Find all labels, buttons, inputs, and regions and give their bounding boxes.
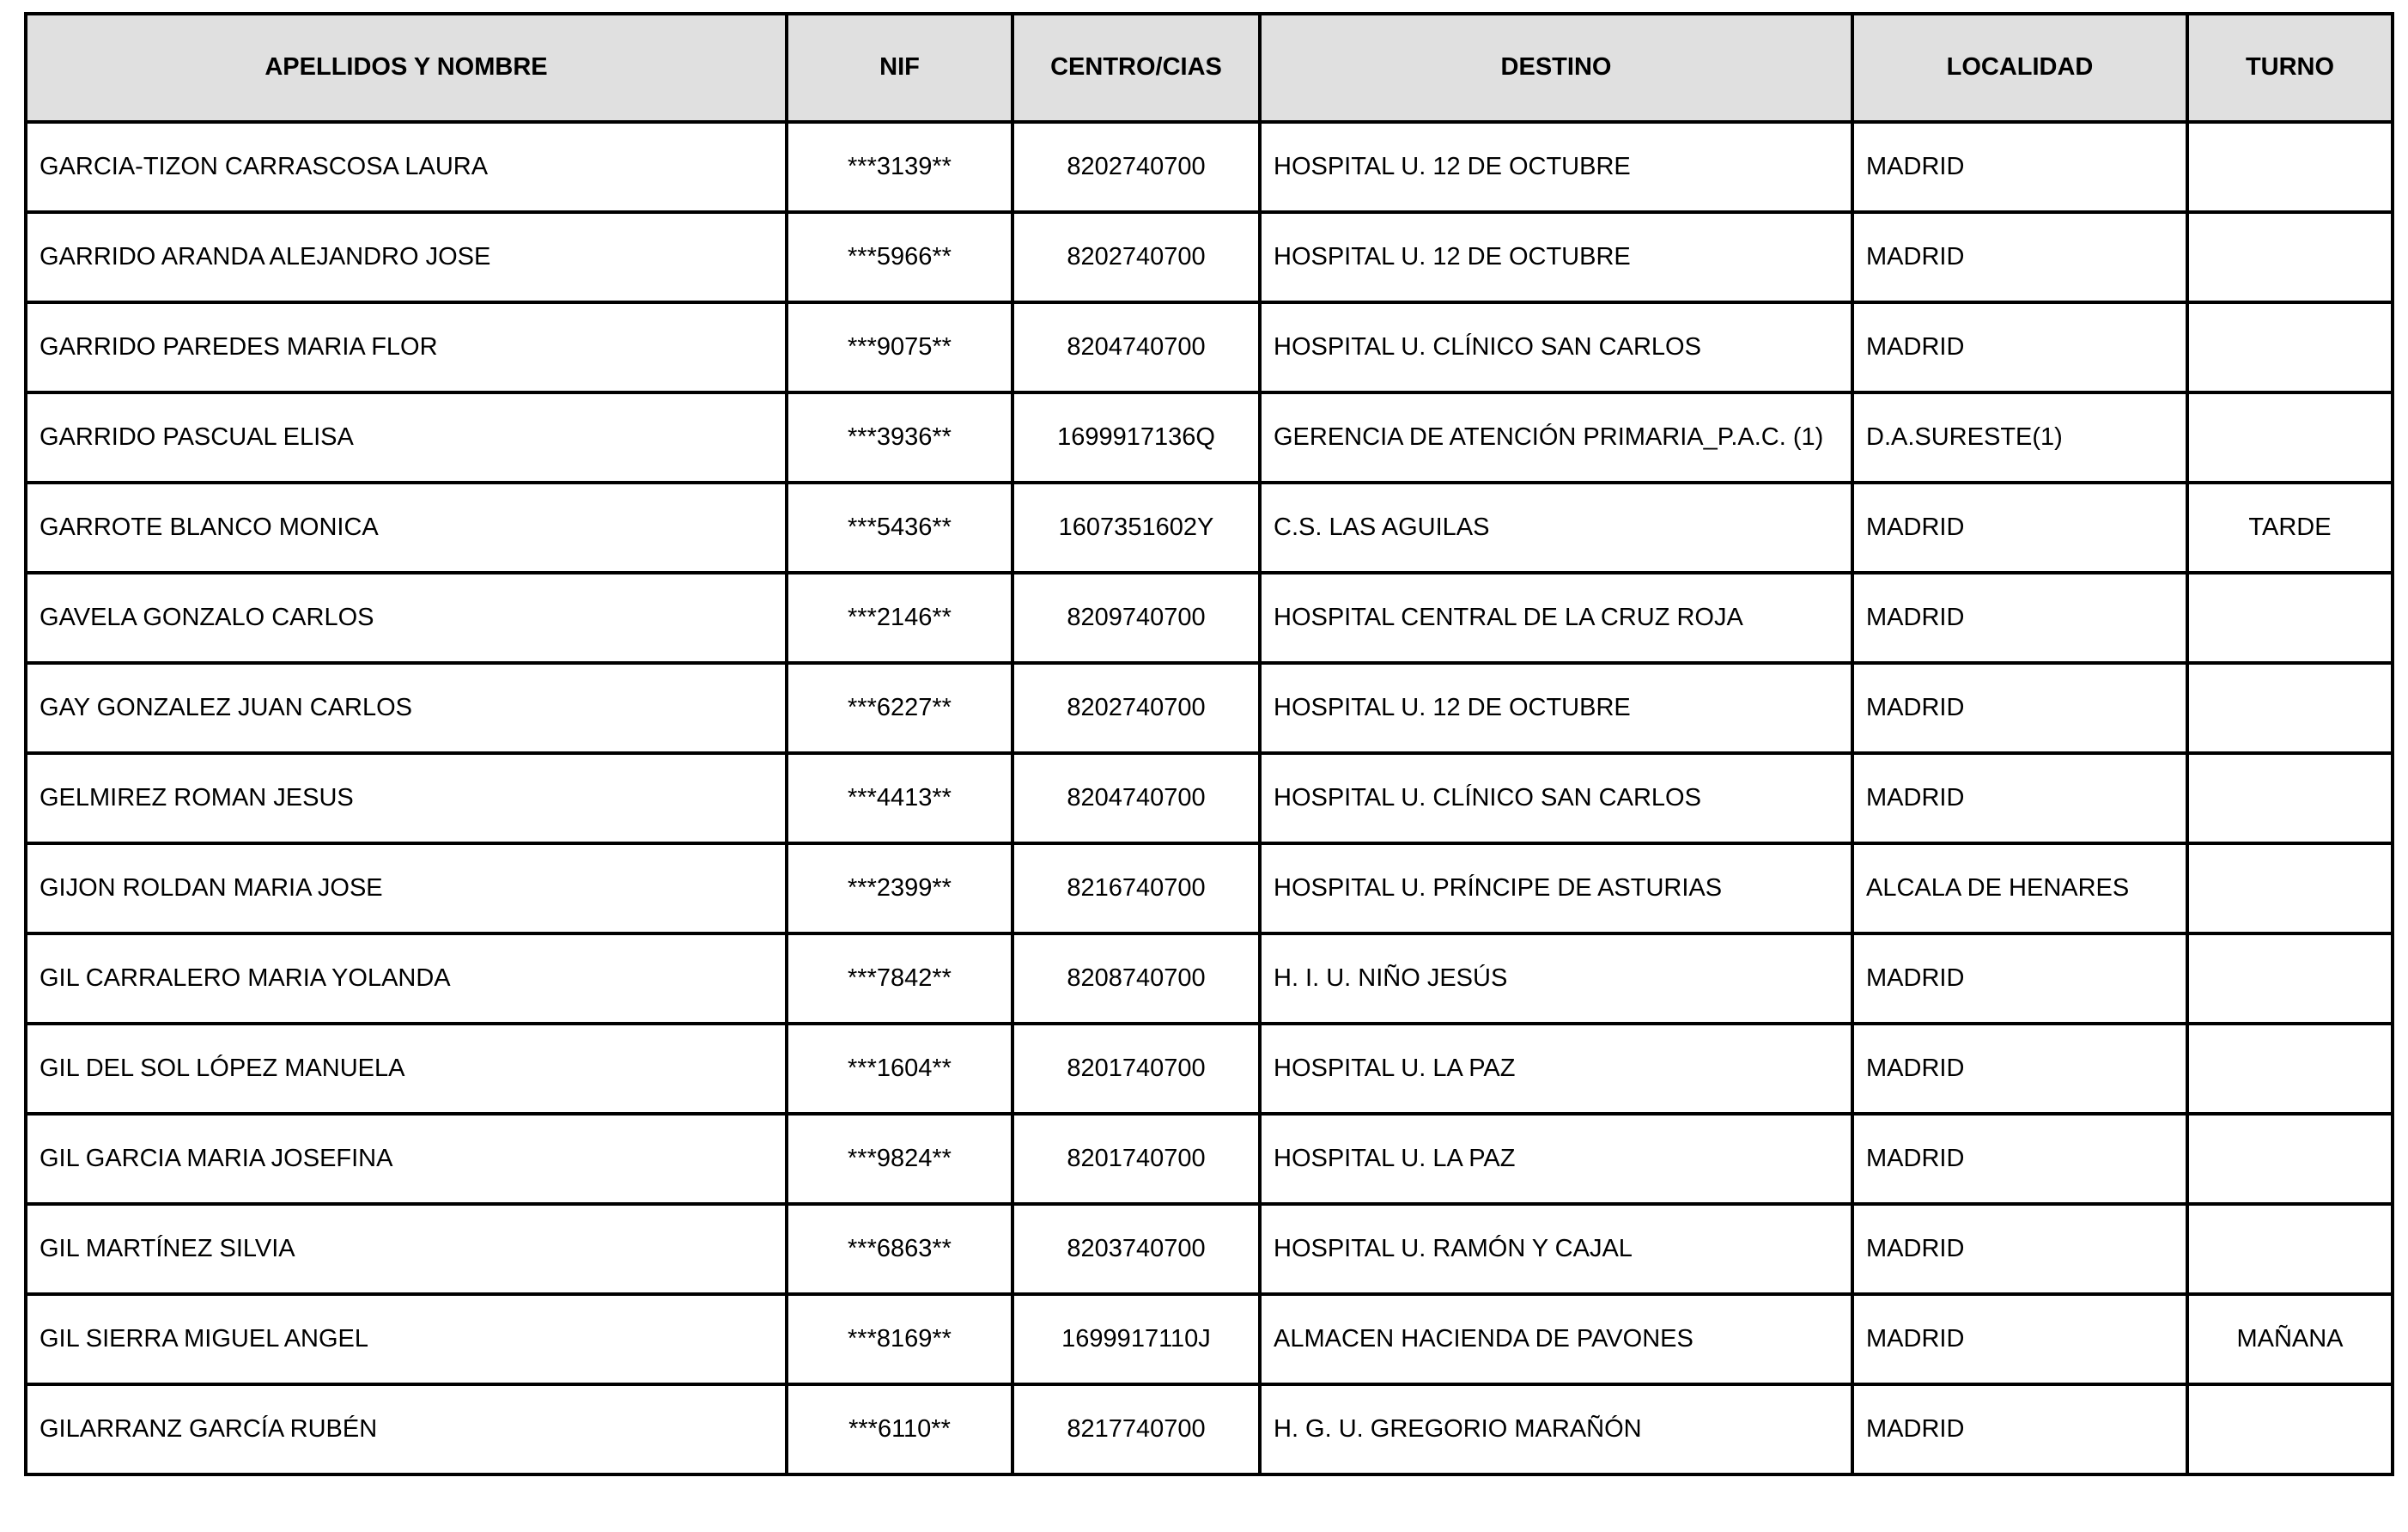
header-nif: NIF [787,14,1012,122]
cell-centro-cias: 1699917110J [1012,1294,1260,1384]
table-row [26,483,2393,573]
cell-apellidos-nombre: GIL DEL SOL LÓPEZ MANUELA [26,1024,787,1114]
cell-localidad: MADRID [1852,1114,2187,1204]
header-turno: TURNO [2187,14,2393,122]
cell-centro-cias: 8208740700 [1012,933,1260,1024]
cell-turno [2187,122,2393,212]
cell-turno [2187,933,2393,1024]
cell-destino: H. G. U. GREGORIO MARAÑÓN [1260,1384,1852,1474]
table-row [26,1294,2393,1384]
table-row [26,663,2393,753]
cell-centro-cias: 8201740700 [1012,1024,1260,1114]
cell-centro-cias: 1699917136Q [1012,392,1260,483]
cell-apellidos-nombre: GARROTE BLANCO MONICA [26,483,787,573]
cell-apellidos-nombre: GIL SIERRA MIGUEL ANGEL [26,1294,787,1384]
table-row [26,1384,2393,1474]
cell-apellidos-nombre: GAY GONZALEZ JUAN CARLOS [26,663,787,753]
cell-centro-cias: 8202740700 [1012,663,1260,753]
table-row [26,843,2393,933]
table-row [26,212,2393,302]
cell-turno [2187,1204,2393,1294]
table-row [26,1114,2393,1204]
cell-centro-cias: 8202740700 [1012,212,1260,302]
table-row [26,302,2393,392]
table-header [26,14,2393,122]
cell-destino: GERENCIA DE ATENCIÓN PRIMARIA_P.A.C. (1) [1260,392,1852,483]
cell-nif: ***6227** [787,663,1012,753]
cell-centro-cias: 8209740700 [1012,573,1260,663]
cell-destino: HOSPITAL U. PRÍNCIPE DE ASTURIAS [1260,843,1852,933]
cell-localidad: MADRID [1852,1024,2187,1114]
cell-apellidos-nombre: GIL GARCIA MARIA JOSEFINA [26,1114,787,1204]
cell-centro-cias: 8202740700 [1012,122,1260,212]
cell-destino: HOSPITAL U. LA PAZ [1260,1024,1852,1114]
cell-turno [2187,843,2393,933]
cell-destino: H. I. U. NIÑO JESÚS [1260,933,1852,1024]
cell-centro-cias: 8217740700 [1012,1384,1260,1474]
cell-turno: MAÑANA [2187,1294,2393,1384]
cell-nif: ***3936** [787,392,1012,483]
cell-turno [2187,212,2393,302]
header-destino: DESTINO [1260,14,1852,122]
cell-apellidos-nombre: GELMIREZ ROMAN JESUS [26,753,787,843]
table-row [26,392,2393,483]
cell-nif: ***4413** [787,753,1012,843]
cell-centro-cias: 8204740700 [1012,753,1260,843]
cell-apellidos-nombre: GARRIDO ARANDA ALEJANDRO JOSE [26,212,787,302]
cell-nif: ***6863** [787,1204,1012,1294]
cell-destino: ALMACEN HACIENDA DE PAVONES [1260,1294,1852,1384]
cell-apellidos-nombre: GARRIDO PASCUAL ELISA [26,392,787,483]
cell-localidad: D.A.SURESTE(1) [1852,392,2187,483]
table-row [26,1024,2393,1114]
table-row [26,1204,2393,1294]
cell-nif: ***7842** [787,933,1012,1024]
cell-destino: HOSPITAL U. 12 DE OCTUBRE [1260,122,1852,212]
cell-nif: ***2146** [787,573,1012,663]
cell-localidad: MADRID [1852,753,2187,843]
cell-destino: HOSPITAL U. CLÍNICO SAN CARLOS [1260,753,1852,843]
cell-nif: ***2399** [787,843,1012,933]
cell-turno [2187,1024,2393,1114]
cell-centro-cias: 1607351602Y [1012,483,1260,573]
cell-destino: HOSPITAL CENTRAL DE LA CRUZ ROJA [1260,573,1852,663]
table-row [26,122,2393,212]
cell-localidad: MADRID [1852,302,2187,392]
cell-localidad: MADRID [1852,1294,2187,1384]
cell-centro-cias: 8201740700 [1012,1114,1260,1204]
cell-apellidos-nombre: GIL CARRALERO MARIA YOLANDA [26,933,787,1024]
cell-destino: HOSPITAL U. RAMÓN Y CAJAL [1260,1204,1852,1294]
cell-turno [2187,302,2393,392]
cell-destino: C.S. LAS AGUILAS [1260,483,1852,573]
header-row [26,14,2393,122]
cell-turno [2187,663,2393,753]
cell-nif: ***3139** [787,122,1012,212]
header-localidad: LOCALIDAD [1852,14,2187,122]
table-body [26,122,2393,1474]
header-centro-cias: CENTRO/CIAS [1012,14,1260,122]
cell-turno [2187,1114,2393,1204]
table-row [26,573,2393,663]
cell-centro-cias: 8203740700 [1012,1204,1260,1294]
cell-turno [2187,753,2393,843]
cell-localidad: MADRID [1852,1204,2187,1294]
cell-turno [2187,1384,2393,1474]
cell-nif: ***8169** [787,1294,1012,1384]
cell-localidad: MADRID [1852,122,2187,212]
cell-destino: HOSPITAL U. CLÍNICO SAN CARLOS [1260,302,1852,392]
cell-nif: ***5436** [787,483,1012,573]
cell-apellidos-nombre: GARRIDO PAREDES MARIA FLOR [26,302,787,392]
cell-apellidos-nombre: GAVELA GONZALO CARLOS [26,573,787,663]
cell-turno: TARDE [2187,483,2393,573]
header-apellidos-nombre: APELLIDOS Y NOMBRE [26,14,787,122]
cell-nif: ***5966** [787,212,1012,302]
cell-localidad: MADRID [1852,663,2187,753]
cell-localidad: MADRID [1852,483,2187,573]
cell-turno [2187,392,2393,483]
cell-localidad: MADRID [1852,1384,2187,1474]
cell-centro-cias: 8216740700 [1012,843,1260,933]
cell-localidad: MADRID [1852,573,2187,663]
cell-destino: HOSPITAL U. 12 DE OCTUBRE [1260,663,1852,753]
table-row [26,933,2393,1024]
cell-nif: ***9075** [787,302,1012,392]
cell-localidad: MADRID [1852,933,2187,1024]
cell-destino: HOSPITAL U. LA PAZ [1260,1114,1852,1204]
cell-apellidos-nombre: GILARRANZ GARCÍA RUBÉN [26,1384,787,1474]
cell-nif: ***1604** [787,1024,1012,1114]
cell-turno [2187,573,2393,663]
cell-apellidos-nombre: GIJON ROLDAN MARIA JOSE [26,843,787,933]
cell-apellidos-nombre: GIL MARTÍNEZ SILVIA [26,1204,787,1294]
table-row [26,753,2393,843]
cell-apellidos-nombre: GARCIA-TIZON CARRASCOSA LAURA [26,122,787,212]
cell-centro-cias: 8204740700 [1012,302,1260,392]
cell-localidad: MADRID [1852,212,2187,302]
cell-destino: HOSPITAL U. 12 DE OCTUBRE [1260,212,1852,302]
cell-nif: ***9824** [787,1114,1012,1204]
cell-nif: ***6110** [787,1384,1012,1474]
cell-localidad: ALCALA DE HENARES [1852,843,2187,933]
assignment-table [24,12,2394,1476]
